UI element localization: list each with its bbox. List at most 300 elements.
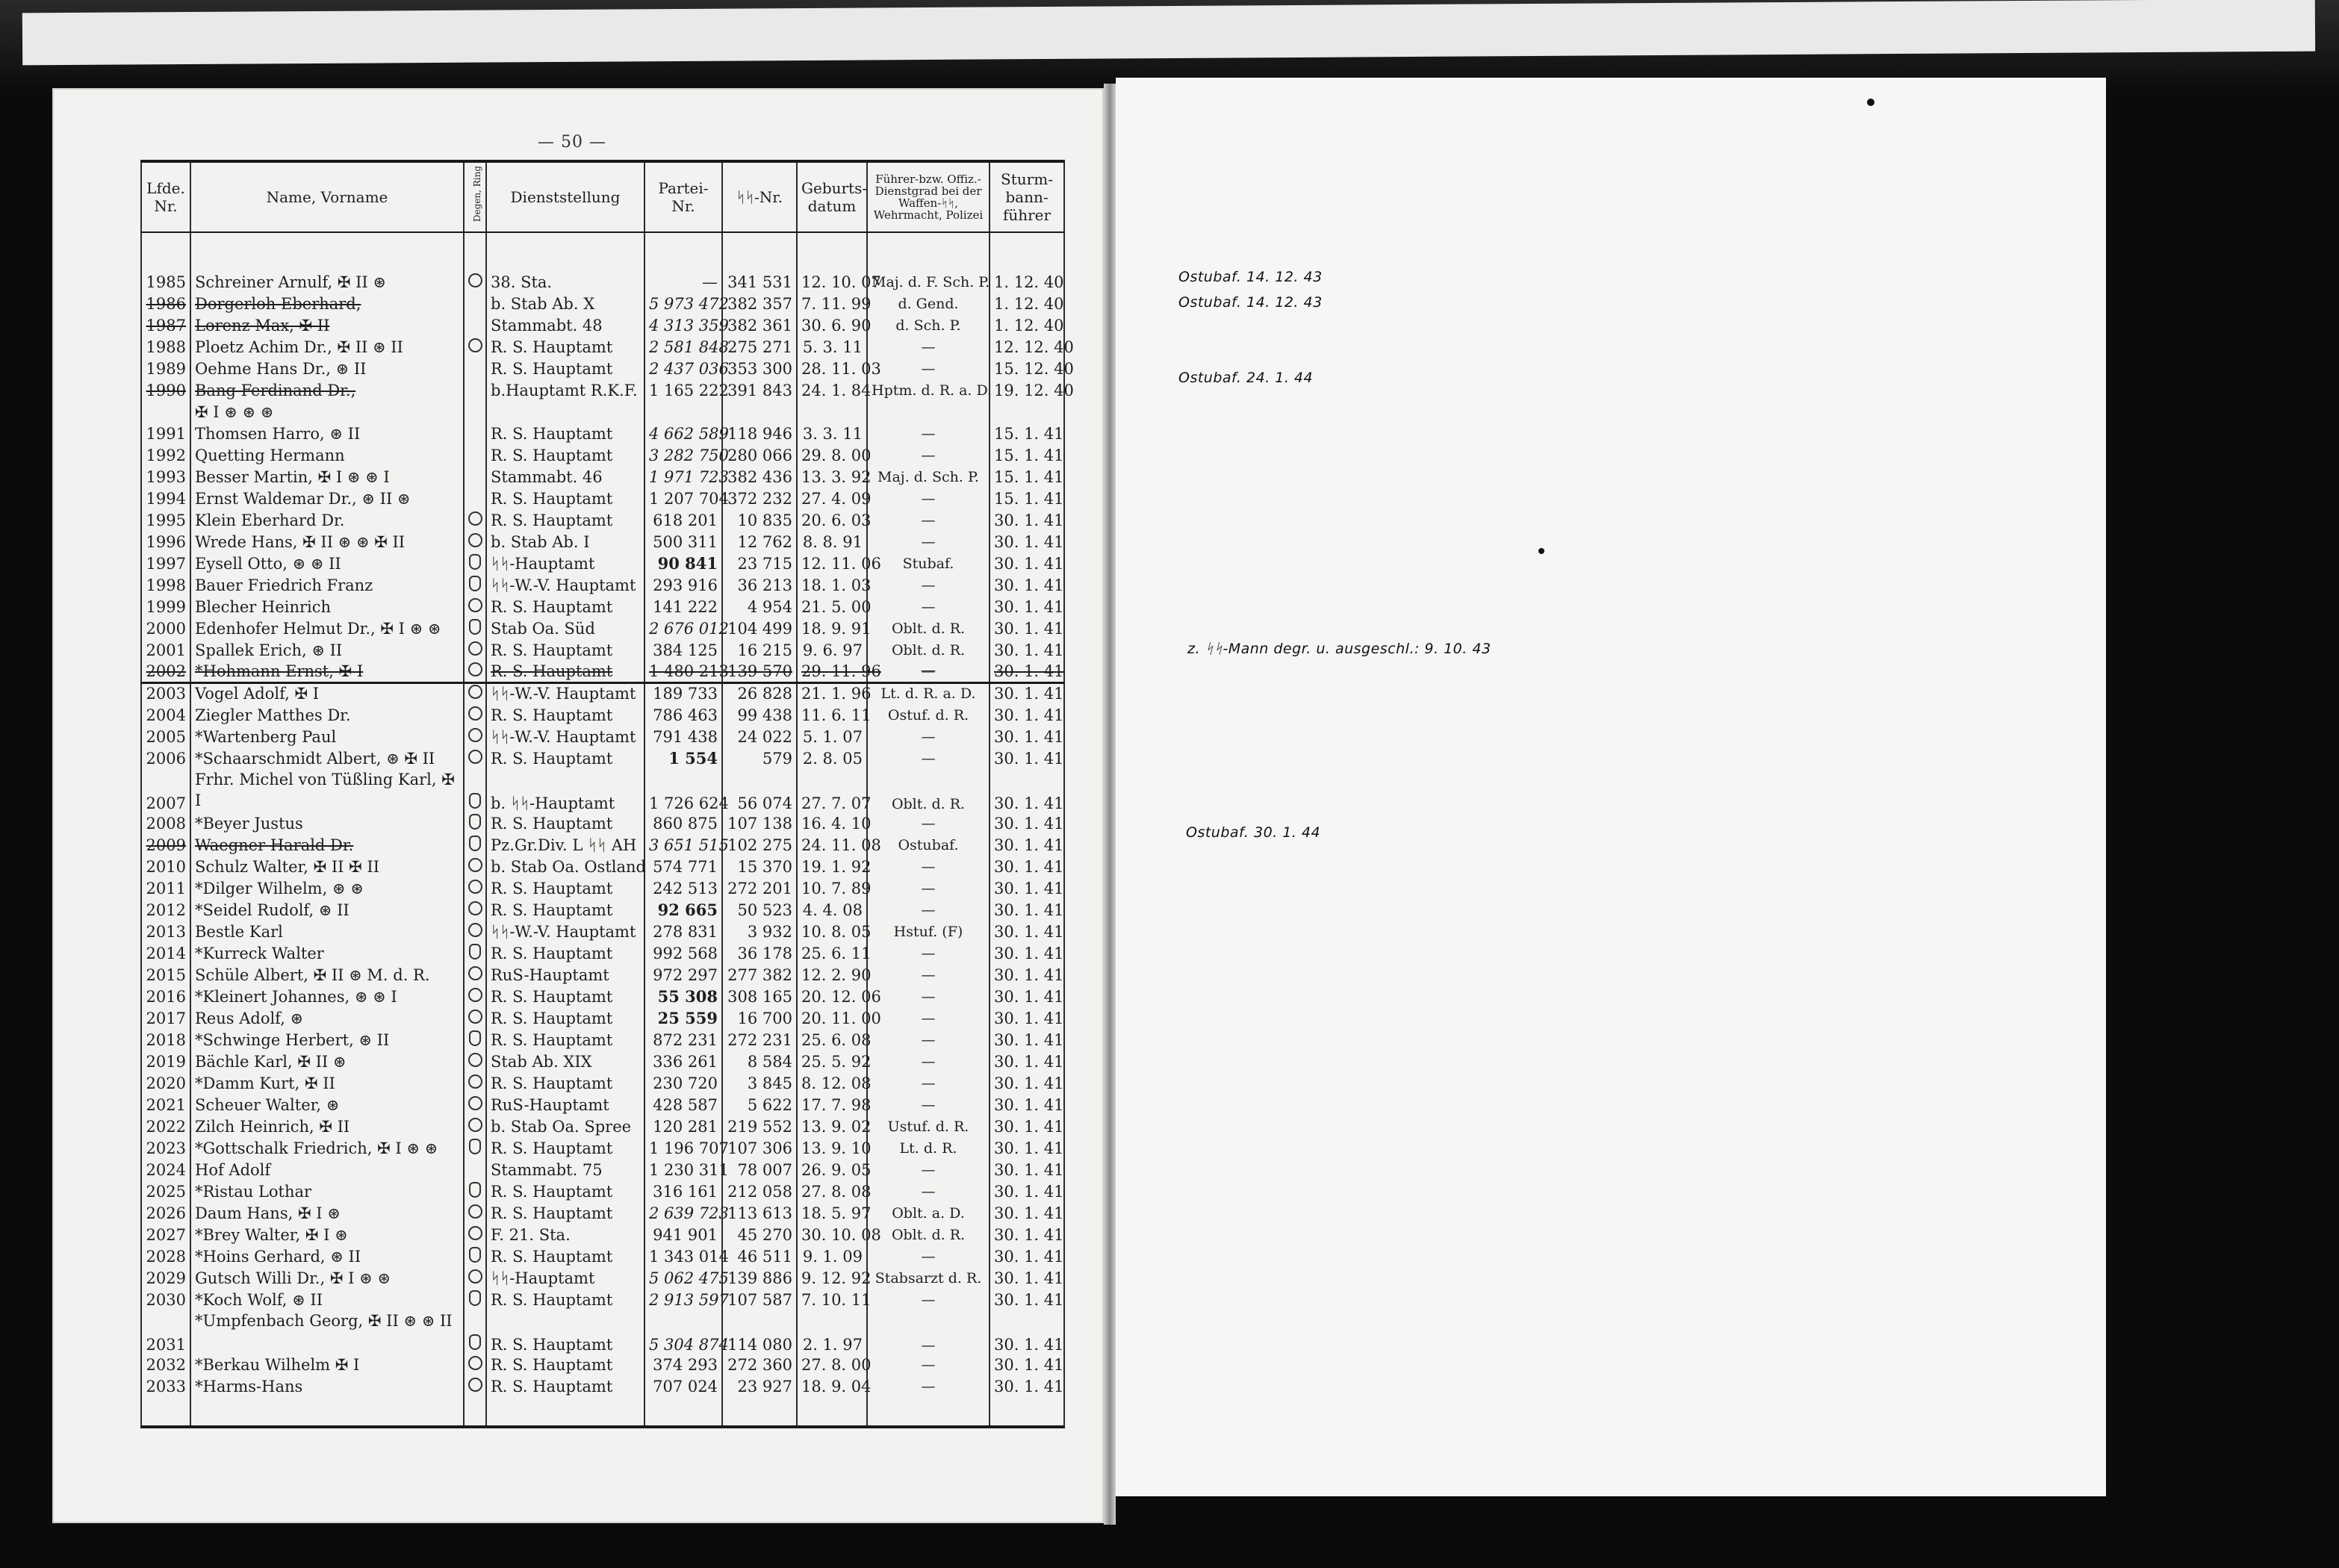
cell-ss-nr-text: 78 007 bbox=[737, 1160, 792, 1179]
cell-partei-nr bbox=[644, 379, 729, 401]
cell-dienststellung bbox=[486, 336, 644, 358]
cell-geburtsdatum-text: 21. 1. 96 bbox=[801, 685, 872, 703]
cell-rank bbox=[867, 704, 990, 726]
cell-partei-nr-text: 1 971 723 bbox=[649, 467, 729, 486]
cell-geburtsdatum-text: 20. 11. 00 bbox=[801, 1009, 881, 1027]
cell-ring bbox=[464, 1267, 486, 1289]
cell-ring bbox=[464, 1159, 486, 1180]
cell-sturmbannfuehrer-text: 12. 12. 40 bbox=[994, 337, 1074, 356]
cell-ring bbox=[464, 271, 486, 293]
cell-partei-nr bbox=[644, 942, 722, 964]
cell-dienststellung-text: 38. Sta. bbox=[491, 273, 553, 291]
cell-name bbox=[190, 488, 464, 509]
ring-mark-icon bbox=[468, 1226, 482, 1240]
cell-ss-nr bbox=[722, 488, 797, 509]
cell-ss-nr-text: 212 058 bbox=[727, 1182, 792, 1201]
cell-partei-nr bbox=[644, 271, 722, 293]
cell-geburtsdatum-text: 21. 5. 00 bbox=[801, 597, 872, 616]
cell-geburtsdatum-text: 20. 12. 06 bbox=[801, 987, 881, 1006]
cell-ss-nr bbox=[722, 553, 797, 574]
cell-ring bbox=[464, 704, 486, 726]
cell-lfd-nr bbox=[141, 1051, 190, 1072]
cell-rank bbox=[867, 531, 990, 553]
cell-rank-text: — bbox=[921, 533, 936, 550]
cell-rank-text: — bbox=[921, 576, 936, 594]
cell-partei-nr-text: 860 875 bbox=[653, 814, 718, 833]
table-row bbox=[141, 639, 1064, 661]
cell-name bbox=[190, 942, 464, 964]
table-row bbox=[141, 1267, 1064, 1289]
cell-ss-nr-text: 15 370 bbox=[737, 857, 792, 876]
cell-lfd-nr bbox=[141, 1202, 190, 1224]
cell-ss-nr bbox=[722, 1072, 797, 1094]
cell-sturmbannfuehrer-text: 30. 1. 41 bbox=[994, 900, 1064, 919]
cell-name-text: *Ristau Lothar bbox=[195, 1182, 312, 1201]
cell-partei-nr bbox=[644, 704, 722, 726]
cell-dienststellung-text: R. S. Hauptamt bbox=[491, 662, 613, 680]
cell-geburtsdatum bbox=[797, 682, 872, 704]
cell-ss-nr bbox=[722, 1094, 797, 1116]
cell-name bbox=[190, 899, 464, 921]
cell-rank bbox=[867, 444, 990, 466]
cell-sturmbannfuehrer bbox=[990, 1029, 1064, 1051]
cell-rank bbox=[867, 336, 990, 358]
cell-lfd-nr bbox=[141, 1354, 190, 1375]
cell-sturmbannfuehrer-text: 30. 1. 41 bbox=[994, 922, 1064, 941]
cell-dienststellung-text: R. S. Hauptamt bbox=[491, 749, 613, 768]
cell-dienststellung bbox=[486, 812, 644, 834]
cell-geburtsdatum-text: 24. 1. 84 bbox=[801, 381, 872, 399]
cell-geburtsdatum bbox=[797, 856, 872, 877]
cell-geburtsdatum-text: 30. 6. 90 bbox=[801, 316, 872, 335]
cell-ss-nr-text: 24 022 bbox=[737, 727, 792, 746]
cell-partei-nr bbox=[644, 488, 729, 509]
cell-sturmbannfuehrer-text: 30. 1. 41 bbox=[994, 1290, 1064, 1309]
cell-lfd-nr bbox=[141, 661, 190, 682]
cell-sturmbannfuehrer-text: 30. 1. 41 bbox=[994, 685, 1064, 703]
cell-ss-nr-text: 16 700 bbox=[737, 1009, 792, 1027]
cell-lfd-nr-text: 2029 bbox=[146, 1269, 186, 1287]
cell-sturmbannfuehrer bbox=[990, 1354, 1064, 1375]
cell-rank-text: — bbox=[921, 662, 936, 679]
cell-sturmbannfuehrer-text: 30. 1. 41 bbox=[994, 1377, 1064, 1396]
cell-rank bbox=[867, 1202, 990, 1224]
cell-ss-nr bbox=[722, 531, 797, 553]
cell-rank-text: Maj. d. Sch. P. bbox=[877, 468, 979, 485]
cell-ss-nr bbox=[722, 942, 797, 964]
cell-partei-nr bbox=[644, 1180, 722, 1202]
cell-name bbox=[190, 531, 464, 553]
cell-lfd-nr bbox=[141, 964, 190, 986]
cell-geburtsdatum bbox=[797, 1094, 872, 1116]
cell-name bbox=[190, 834, 464, 856]
cell-lfd-nr bbox=[141, 423, 190, 444]
cell-lfd-nr bbox=[141, 834, 190, 856]
cell-sturmbannfuehrer bbox=[990, 1224, 1064, 1245]
cell-dienststellung-text: R. S. Hauptamt bbox=[491, 359, 613, 378]
cell-dienststellung-text: Stab Oa. Süd bbox=[491, 619, 595, 638]
cell-dienststellung-text: ᛋᛋ-W.-V. Hauptamt bbox=[491, 685, 636, 703]
degen-mark-icon bbox=[469, 1182, 481, 1198]
table-row bbox=[141, 336, 1064, 358]
cell-partei-nr-text: 120 281 bbox=[653, 1117, 718, 1136]
cell-ss-nr bbox=[722, 617, 797, 639]
cell-sturmbannfuehrer bbox=[990, 812, 1064, 834]
cell-ring bbox=[464, 747, 486, 769]
cell-ss-nr-text: 113 613 bbox=[727, 1204, 792, 1222]
cell-name-text: Frhr. Michel von Tüßling Karl, ✠ I bbox=[195, 771, 455, 809]
cell-sturmbannfuehrer bbox=[990, 617, 1064, 639]
cell-lfd-nr bbox=[141, 379, 190, 401]
cell-name-text: Wrede Hans, ✠ II ⊛ ⊛ ✠ II bbox=[195, 532, 406, 551]
table-row bbox=[141, 401, 1064, 423]
table-row bbox=[141, 358, 1064, 379]
cell-ss-nr-text: 280 066 bbox=[727, 446, 792, 464]
cell-ss-nr-text: 579 bbox=[762, 749, 792, 768]
cell-sturmbannfuehrer-text: 30. 1. 41 bbox=[994, 965, 1064, 984]
cell-name-text: *Umpfenbach Georg, ✠ II ⊛ ⊛ II bbox=[195, 1312, 453, 1330]
header-partei-nr: Partei- Nr. bbox=[644, 161, 722, 232]
cell-lfd-nr bbox=[141, 488, 190, 509]
cell-ring bbox=[464, 1180, 486, 1202]
roster-table bbox=[140, 160, 1074, 1428]
cell-geburtsdatum-text: 19. 1. 92 bbox=[801, 857, 872, 876]
table-row bbox=[141, 379, 1064, 401]
cell-rank-text: — bbox=[921, 598, 936, 615]
cell-name-text: Dorgerloh Eberhard, bbox=[195, 294, 361, 313]
cell-name bbox=[190, 1094, 464, 1116]
cell-lfd-nr bbox=[141, 856, 190, 877]
cell-ss-nr bbox=[722, 1224, 797, 1245]
cell-ss-nr bbox=[722, 661, 797, 682]
cell-name-text: Reus Adolf, ⊛ bbox=[195, 1009, 304, 1027]
table-row bbox=[141, 1224, 1064, 1245]
cell-ss-nr bbox=[722, 574, 797, 596]
cell-rank-text: Hptm. d. R. a. D. bbox=[872, 382, 993, 399]
cell-partei-nr-text: 25 559 bbox=[657, 1009, 718, 1027]
ring-mark-icon bbox=[468, 1118, 482, 1132]
header-ss-nr: ᛋᛋ-Nr. bbox=[722, 161, 797, 232]
cell-sturmbannfuehrer bbox=[990, 379, 1074, 401]
cell-ss-nr bbox=[722, 379, 797, 401]
cell-rank bbox=[867, 379, 993, 401]
cell-sturmbannfuehrer-text: 30. 1. 41 bbox=[994, 944, 1064, 962]
cell-name-text: Spallek Erich, ⊛ II bbox=[195, 641, 343, 659]
cell-geburtsdatum bbox=[797, 509, 872, 531]
cell-lfd-nr-text: 1988 bbox=[146, 337, 186, 356]
cell-rank-text: Ostubaf. bbox=[898, 836, 959, 853]
cell-rank-text: Lt. d. R. a. D. bbox=[880, 685, 976, 703]
cell-rank bbox=[867, 856, 990, 877]
cell-lfd-nr-text: 2000 bbox=[146, 619, 186, 638]
cell-name-text: Bauer Friedrich Franz bbox=[195, 576, 373, 594]
cell-partei-nr bbox=[644, 964, 722, 986]
cell-lfd-nr bbox=[141, 1159, 190, 1180]
cell-lfd-nr-text: 1999 bbox=[146, 597, 186, 616]
cell-dienststellung bbox=[486, 964, 644, 986]
cell-rank bbox=[867, 423, 990, 444]
ring-mark-icon bbox=[468, 273, 482, 287]
cell-dienststellung bbox=[486, 379, 644, 401]
cell-sturmbannfuehrer bbox=[990, 964, 1064, 986]
cell-ring bbox=[464, 1289, 486, 1310]
cell-rank-text: Oblt. d. R. bbox=[891, 620, 966, 637]
cell-lfd-nr-text: 2015 bbox=[146, 965, 186, 984]
cell-partei-nr-text: 230 720 bbox=[653, 1074, 718, 1092]
cell-ss-nr-text: 36 178 bbox=[737, 944, 792, 962]
cell-ring bbox=[464, 639, 486, 661]
cell-name-text: *Dilger Wilhelm, ⊛ ⊛ bbox=[195, 879, 364, 897]
cell-sturmbannfuehrer bbox=[990, 856, 1064, 877]
cell-geburtsdatum bbox=[797, 747, 867, 769]
cell-rank-text: d. Sch. P. bbox=[895, 317, 961, 334]
cell-dienststellung bbox=[486, 899, 644, 921]
cell-ring bbox=[464, 1137, 486, 1159]
cell-dienststellung-text: ᛋᛋ-W.-V. Hauptamt bbox=[491, 576, 636, 594]
ring-mark-icon bbox=[468, 338, 482, 352]
cell-rank bbox=[867, 682, 990, 704]
cell-ss-nr bbox=[722, 834, 797, 856]
cell-sturmbannfuehrer-text: 30. 1. 41 bbox=[994, 1095, 1064, 1114]
cell-geburtsdatum bbox=[797, 379, 872, 401]
cell-sturmbannfuehrer-text: 30. 1. 41 bbox=[994, 987, 1064, 1006]
cell-partei-nr-text: 1 554 bbox=[668, 749, 718, 768]
cell-lfd-nr bbox=[141, 336, 190, 358]
cell-dienststellung bbox=[486, 986, 644, 1007]
cell-geburtsdatum bbox=[797, 1072, 872, 1094]
cell-sturmbannfuehrer-text: 30. 1. 41 bbox=[994, 1225, 1064, 1244]
cell-name bbox=[190, 639, 464, 661]
cell-geburtsdatum-text: 12. 11. 06 bbox=[801, 554, 881, 573]
cell-lfd-nr-text: 2033 bbox=[146, 1377, 186, 1396]
cell-ss-nr-text: 382 357 bbox=[727, 294, 792, 313]
cell-sturmbannfuehrer bbox=[990, 661, 1064, 682]
cell-rank bbox=[867, 1180, 990, 1202]
table-row bbox=[141, 531, 1064, 553]
cell-geburtsdatum bbox=[797, 899, 867, 921]
cell-dienststellung-text: R. S. Hauptamt bbox=[491, 489, 613, 508]
cell-dienststellung-text: R. S. Hauptamt bbox=[491, 1139, 613, 1157]
margin-note-5: Ostubaf. 30. 1. 44 bbox=[1186, 824, 1321, 841]
cell-partei-nr bbox=[644, 812, 722, 834]
cell-name bbox=[190, 423, 464, 444]
cell-partei-nr bbox=[644, 1267, 729, 1289]
cell-partei-nr-text: 972 297 bbox=[653, 965, 718, 984]
cell-geburtsdatum-text: 27. 4. 09 bbox=[801, 489, 872, 508]
cell-name-text: Waegner Harald Dr. bbox=[195, 836, 354, 854]
table-row bbox=[141, 293, 1064, 314]
cell-rank-text: — bbox=[921, 1248, 936, 1265]
cell-geburtsdatum bbox=[797, 704, 872, 726]
cell-dienststellung-text: R. S. Hauptamt bbox=[491, 1355, 613, 1374]
cell-lfd-nr-text: 2014 bbox=[146, 944, 186, 962]
cell-geburtsdatum-text: 27. 7. 07 bbox=[801, 794, 872, 812]
cell-ss-nr-text: 353 300 bbox=[727, 359, 792, 378]
cell-ss-nr-text: 308 165 bbox=[727, 987, 792, 1006]
cell-rank-text: — bbox=[921, 511, 936, 529]
cell-dienststellung bbox=[486, 466, 644, 488]
cell-geburtsdatum-text: 5. 1. 07 bbox=[802, 727, 863, 746]
cell-partei-nr-text: 316 161 bbox=[653, 1182, 718, 1201]
cell-lfd-nr bbox=[141, 726, 190, 747]
cell-dienststellung bbox=[486, 596, 644, 617]
cell-geburtsdatum-text: 29. 11. 96 bbox=[801, 662, 881, 680]
cell-partei-nr bbox=[644, 358, 729, 379]
cell-rank bbox=[867, 1159, 990, 1180]
cell-dienststellung bbox=[486, 314, 644, 336]
cell-ss-nr bbox=[722, 1159, 797, 1180]
cell-dienststellung bbox=[486, 834, 644, 856]
cell-geburtsdatum-text: 12. 2. 90 bbox=[801, 965, 872, 984]
cell-sturmbannfuehrer-text: 30. 1. 41 bbox=[994, 1117, 1064, 1136]
table-row bbox=[141, 553, 1064, 574]
cell-dienststellung bbox=[486, 509, 644, 531]
cell-sturmbannfuehrer bbox=[990, 509, 1064, 531]
cell-ring bbox=[464, 1310, 486, 1354]
cell-name-text: *Kurreck Walter bbox=[195, 944, 324, 962]
cell-sturmbannfuehrer-text: 1. 12. 40 bbox=[994, 273, 1064, 291]
margin-note-4: z. ᛋᛋ-Mann degr. u. ausgeschl.: 9. 10. 43 bbox=[1187, 641, 1491, 657]
cell-sturmbannfuehrer bbox=[990, 1051, 1064, 1072]
cell-sturmbannfuehrer-text: 30. 1. 41 bbox=[994, 532, 1064, 551]
cell-partei-nr bbox=[644, 769, 729, 812]
cell-sturmbannfuehrer-text: 30. 1. 41 bbox=[994, 619, 1064, 638]
cell-name-text: Schreiner Arnulf, ✠ II ⊛ bbox=[195, 273, 386, 291]
cell-sturmbannfuehrer bbox=[990, 726, 1064, 747]
cell-lfd-nr-text: 2032 bbox=[146, 1355, 186, 1374]
cell-lfd-nr-text: 2005 bbox=[146, 727, 186, 746]
cell-name bbox=[190, 293, 464, 314]
cell-geburtsdatum-text: 9. 1. 09 bbox=[802, 1247, 863, 1266]
cell-geburtsdatum-text: 25. 6. 11 bbox=[801, 944, 872, 962]
cell-lfd-nr bbox=[141, 1224, 190, 1245]
cell-geburtsdatum bbox=[797, 423, 867, 444]
cell-name-text: *Kleinert Johannes, ⊛ ⊛ I bbox=[195, 987, 397, 1006]
cell-lfd-nr-text: 2003 bbox=[146, 685, 186, 703]
cell-rank bbox=[867, 747, 990, 769]
cell-rank bbox=[867, 812, 990, 834]
cell-geburtsdatum bbox=[797, 812, 872, 834]
header-rank: Führer-bzw. Offiz.-Dienstgrad bei der Waffen-ᛋᛋ, Wehrmacht, Polizei bbox=[867, 161, 990, 232]
cell-rank-text: — bbox=[921, 1183, 936, 1200]
cell-geburtsdatum-text: 2. 1. 97 bbox=[802, 1336, 863, 1354]
ring-mark-icon bbox=[468, 923, 482, 937]
cell-ring bbox=[464, 509, 486, 531]
cell-ss-nr-text: 3 845 bbox=[747, 1074, 792, 1092]
cell-ss-nr-text: 16 215 bbox=[737, 641, 792, 659]
cell-name-text: *Harms-Hans bbox=[195, 1377, 303, 1396]
cell-name bbox=[190, 986, 464, 1007]
cell-dienststellung-text: Stammabt. 48 bbox=[491, 316, 603, 335]
cell-geburtsdatum bbox=[797, 1289, 872, 1310]
cell-name bbox=[190, 921, 464, 942]
cell-partei-nr bbox=[644, 1051, 722, 1072]
cell-lfd-nr bbox=[141, 358, 190, 379]
ring-mark-icon bbox=[468, 685, 482, 699]
ring-mark-icon bbox=[468, 662, 482, 676]
cell-name-text: Hof Adolf bbox=[195, 1160, 271, 1179]
table-row bbox=[141, 986, 1064, 1007]
cell-partei-nr bbox=[644, 1224, 722, 1245]
cell-sturmbannfuehrer-text: 30. 1. 41 bbox=[994, 1355, 1064, 1374]
cell-ss-nr-text: 219 552 bbox=[727, 1117, 792, 1136]
cell-dienststellung-text: b. Stab Ab. I bbox=[491, 532, 590, 551]
cell-name-text: Bang Ferdinand Dr., bbox=[195, 381, 356, 399]
cell-ss-nr-text: 36 213 bbox=[737, 576, 792, 594]
cell-sturmbannfuehrer bbox=[990, 293, 1064, 314]
cell-rank-text: — bbox=[921, 880, 936, 897]
cell-sturmbannfuehrer-text: 30. 1. 41 bbox=[994, 511, 1064, 529]
cell-dienststellung bbox=[486, 921, 644, 942]
cell-rank bbox=[867, 1267, 990, 1289]
cell-partei-nr bbox=[644, 856, 722, 877]
cell-rank-text: — bbox=[921, 966, 936, 983]
cell-partei-nr-text: 384 125 bbox=[653, 641, 718, 659]
cell-rank-text: — bbox=[921, 1337, 936, 1354]
cell-ring bbox=[464, 1051, 486, 1072]
cell-sturmbannfuehrer bbox=[990, 1159, 1064, 1180]
cell-partei-nr bbox=[644, 726, 722, 747]
cell-partei-nr bbox=[644, 293, 729, 314]
cell-ss-nr-text: 139 570 bbox=[727, 662, 792, 680]
cell-rank bbox=[867, 553, 990, 574]
cell-lfd-nr-text: 2008 bbox=[146, 814, 186, 833]
cell-ss-nr bbox=[722, 466, 797, 488]
cell-ss-nr bbox=[722, 899, 797, 921]
cell-dienststellung bbox=[486, 1354, 644, 1375]
cell-name-text: Thomsen Harro, ⊛ II bbox=[195, 424, 361, 443]
cell-lfd-nr bbox=[141, 1072, 190, 1094]
cell-sturmbannfuehrer bbox=[990, 704, 1064, 726]
cell-partei-nr-text: 293 916 bbox=[653, 576, 718, 594]
cell-dienststellung bbox=[486, 1289, 644, 1310]
cell-ss-nr-text: 45 270 bbox=[737, 1225, 792, 1244]
cell-dienststellung bbox=[486, 661, 644, 682]
ring-mark-icon bbox=[468, 511, 482, 526]
cell-ss-nr-text: 50 523 bbox=[737, 900, 792, 919]
cell-sturmbannfuehrer bbox=[990, 1116, 1064, 1137]
cell-lfd-nr bbox=[141, 293, 190, 314]
cell-ring bbox=[464, 401, 486, 423]
cell-ss-nr bbox=[722, 1202, 797, 1224]
ink-dot bbox=[1538, 548, 1544, 554]
cell-rank-text: — bbox=[921, 988, 936, 1005]
cell-rank bbox=[867, 596, 990, 617]
cell-sturmbannfuehrer bbox=[990, 553, 1064, 574]
cell-rank bbox=[867, 986, 990, 1007]
cell-ss-nr bbox=[722, 1029, 797, 1051]
table-row bbox=[141, 726, 1064, 747]
cell-rank-text: Ostuf. d. R. bbox=[887, 706, 969, 724]
cell-geburtsdatum-text: 8. 8. 91 bbox=[802, 532, 863, 551]
cell-ring bbox=[464, 466, 486, 488]
cell-lfd-nr-text: 2002 bbox=[146, 662, 186, 680]
cell-name bbox=[190, 1007, 464, 1029]
cell-partei-nr-text: 1 196 707 bbox=[649, 1139, 729, 1157]
cell-geburtsdatum bbox=[797, 1224, 881, 1245]
cell-partei-nr-text: 3 282 750 bbox=[649, 446, 729, 464]
cell-dienststellung-text: R. S. Hauptamt bbox=[491, 597, 613, 616]
cell-sturmbannfuehrer-text: 30. 1. 41 bbox=[994, 641, 1064, 659]
cell-ss-nr-text: 107 138 bbox=[727, 814, 792, 833]
cell-lfd-nr bbox=[141, 553, 190, 574]
cell-ss-nr-text: 107 306 bbox=[727, 1139, 792, 1157]
cell-ring bbox=[464, 1072, 486, 1094]
table-row bbox=[141, 596, 1064, 617]
cell-partei-nr-text: 2 581 848 bbox=[649, 337, 729, 356]
cell-sturmbannfuehrer bbox=[990, 1202, 1064, 1224]
cell-lfd-nr bbox=[141, 1289, 190, 1310]
